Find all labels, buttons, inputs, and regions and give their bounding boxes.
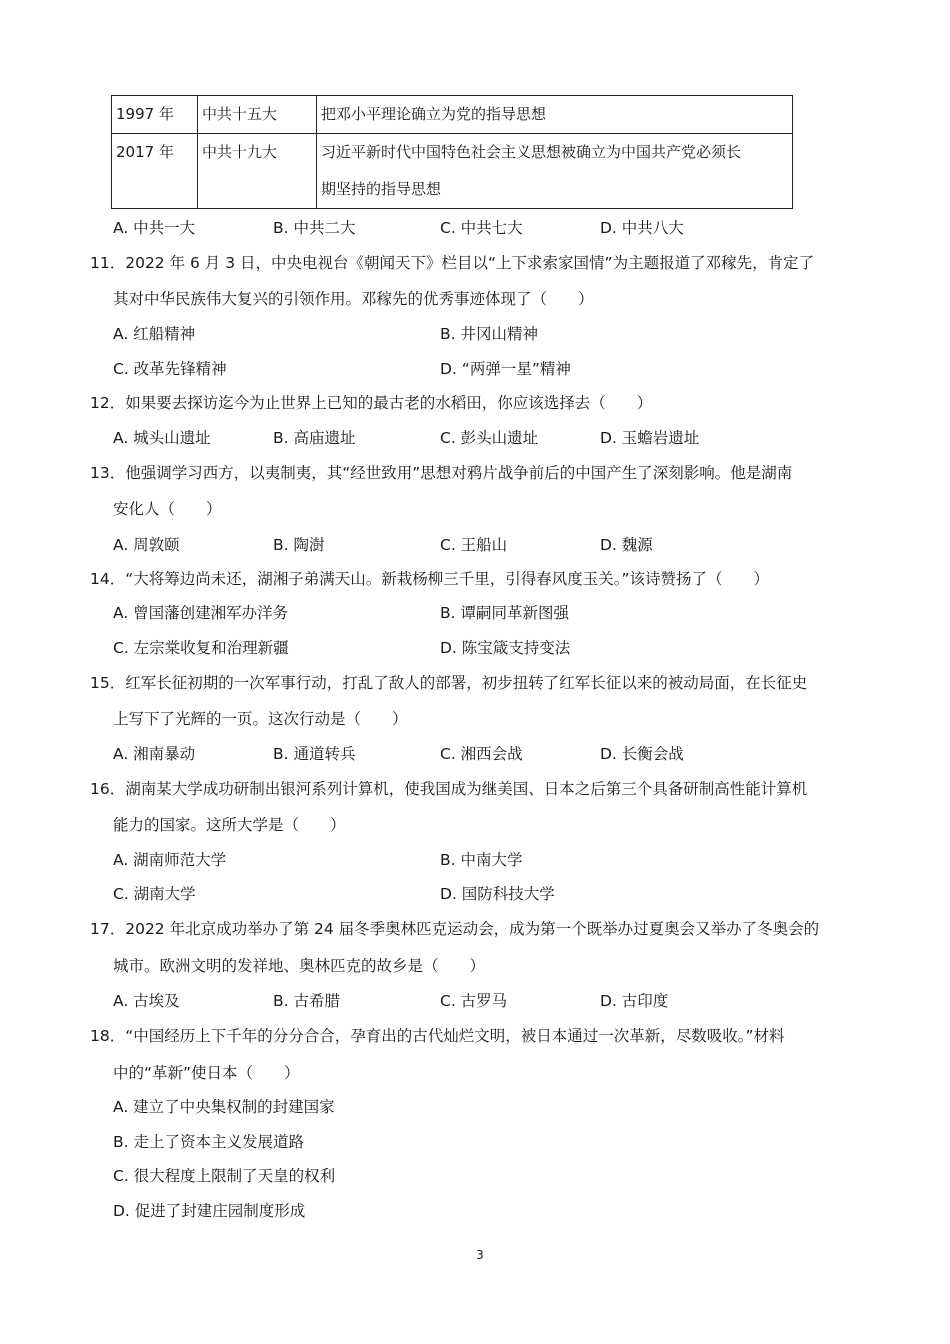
table-cell-line: 习近平新时代中国特色社会主义思想被确立为中国共产党必须长 [321, 143, 742, 161]
question-stem: 中的“革新”使日本（ ） [113, 1064, 300, 1082]
option-b: B. 高庙遗址 [273, 429, 356, 447]
option-b: B. 中南大学 [440, 851, 523, 869]
option-d: D. 国防科技大学 [440, 885, 555, 903]
option-b: B. 古希腊 [273, 992, 340, 1010]
table-cell-congress: 中共十九大 [198, 134, 317, 209]
option-d: D. 魏源 [600, 536, 653, 554]
option-d: D. “两弹一星”精神 [440, 360, 571, 378]
option-c: C. 彭头山遗址 [440, 429, 539, 447]
option-d: D. 古印度 [600, 992, 669, 1010]
option-d: D. 玉蟾岩遗址 [600, 429, 700, 447]
option-a: A. 湘南暴动 [113, 745, 196, 763]
option-c: C. 中共七大 [440, 219, 523, 237]
option-c: C. 左宗棠收复和治理新疆 [113, 639, 289, 657]
option-c: C. 湖南大学 [113, 885, 196, 903]
question-stem: 14．“大将筹边尚未还，湖湘子弟满天山。新栽杨柳三千里，引得春风度玉关。”该诗赞扬了（ ） [90, 570, 770, 588]
option-d: D. 长衡会战 [600, 745, 684, 763]
question-stem: 12．如果要去探访迄今为止世界上已知的最古老的水稻田，你应该选择去（ ） [90, 394, 653, 412]
table-cell-congress: 中共十五大 [198, 96, 317, 134]
option-b: B. 谭嗣同革新图强 [440, 604, 569, 622]
option-c: C. 王船山 [440, 536, 508, 554]
question-stem: 15．红军长征初期的一次军事行动，打乱了敌人的部署，初步扭转了红军长征以来的被动局面，在长征史 [90, 674, 808, 692]
question-stem: 上写下了光辉的一页。这次行动是（ ） [113, 710, 408, 728]
option-a: A. 湖南师范大学 [113, 851, 227, 869]
question-stem: 安化人（ ） [113, 500, 222, 518]
page-number: 3 [476, 1248, 484, 1262]
option-b: B. 中共二大 [273, 219, 356, 237]
option-a: A. 古埃及 [113, 992, 180, 1010]
option-d: D. 陈宝箴支持变法 [440, 639, 571, 657]
table-row [112, 96, 793, 134]
option-d: D. 促进了封建庄园制度形成 [113, 1202, 306, 1220]
reference-table [111, 95, 793, 209]
table-cell-line: 把邓小平理论确立为党的指导思想 [321, 105, 547, 123]
option-c: C. 古罗马 [440, 992, 508, 1010]
option-c: C. 湘西会战 [440, 745, 523, 763]
option-a: A. 建立了中央集权制的封建国家 [113, 1098, 335, 1116]
option-a: A. 红船精神 [113, 325, 196, 343]
option-a: A. 周敦颐 [113, 536, 180, 554]
option-d: D. 中共八大 [600, 219, 684, 237]
option-a: A. 中共一大 [113, 219, 196, 237]
option-a: A. 曾国藩创建湘军办洋务 [113, 604, 289, 622]
table-row [112, 134, 793, 209]
table-cell-content [317, 134, 793, 209]
question-stem: 18．“中国经历上下千年的分分合合，孕育出的古代灿烂文明，被日本通过一次革新，尽数吸收。”材料 [90, 1027, 785, 1045]
option-c: C. 很大程度上限制了天皇的权利 [113, 1167, 336, 1185]
option-c: C. 改革先锋精神 [113, 360, 227, 378]
question-stem: 17．2022 年北京成功举办了第 24 届冬季奥林匹克运动会，成为第一个既举办过夏奥会又举办了冬奥会的 [90, 920, 820, 938]
table-cell-year: 2017 年 [112, 134, 198, 209]
question-stem: 11．2022 年 6 月 3 日，中央电视台《朝闻天下》栏目以“上下求索家国情”为主题报道了邓稼先，肯定了 [90, 254, 815, 272]
option-b: B. 陶澍 [273, 536, 325, 554]
option-b: B. 井冈山精神 [440, 325, 538, 343]
table-cell-year: 1997 年 [112, 96, 198, 134]
question-stem: 城市。欧洲文明的发祥地、奥林匹克的故乡是（ ） [113, 957, 486, 975]
question-stem: 其对中华民族伟大复兴的引领作用。邓稼先的优秀事迹体现了（ ） [113, 290, 594, 308]
option-b: B. 通道转兵 [273, 745, 356, 763]
question-stem: 16．湖南某大学成功研制出银河系列计算机，使我国成为继美国、日本之后第三个具备研制高性能计算机 [90, 780, 808, 798]
question-stem: 13．他强调学习西方，以夷制夷，其“经世致用”思想对鸦片战争前后的中国产生了深刻影响。他是湖南 [90, 464, 793, 482]
option-b: B. 走上了资本主义发展道路 [113, 1133, 304, 1151]
question-stem: 能力的国家。这所大学是（ ） [113, 816, 346, 834]
table-cell-line: 期坚持的指导思想 [321, 180, 442, 198]
option-a: A. 城头山遗址 [113, 429, 211, 447]
table-cell-content [317, 96, 793, 134]
